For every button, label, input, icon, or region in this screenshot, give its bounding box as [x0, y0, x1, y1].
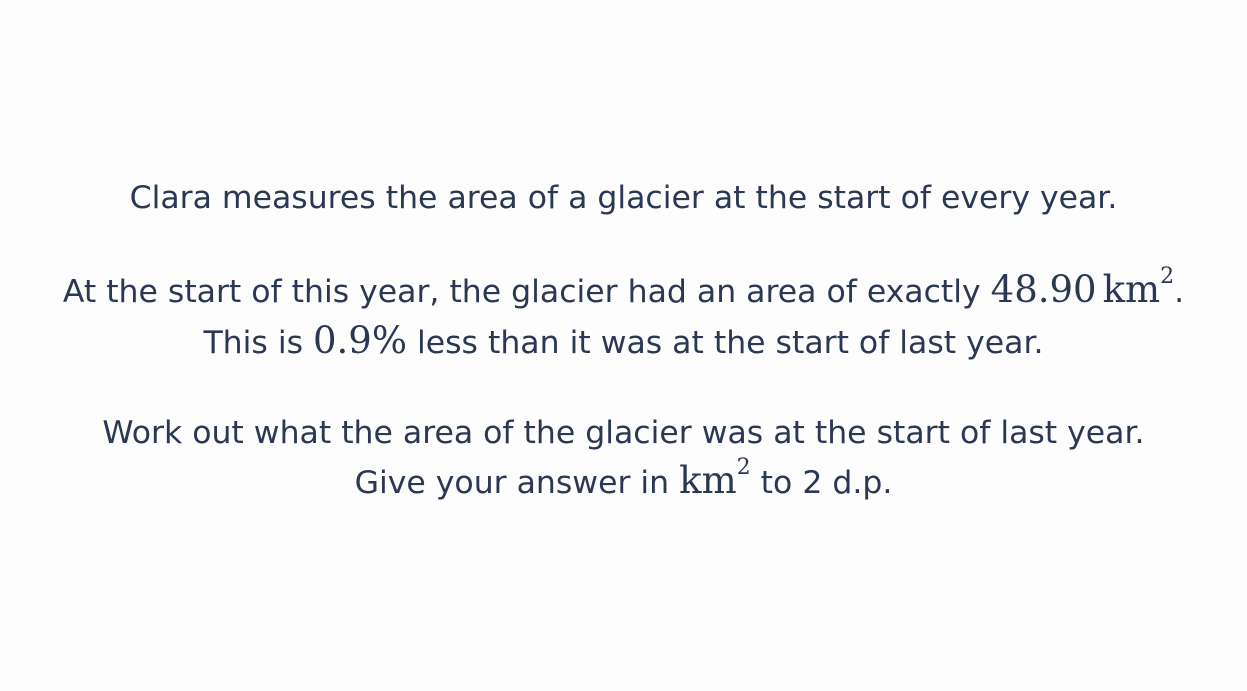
current-area-text: At the start of this year, the glacier had an area of exactly: [62, 274, 991, 310]
current-area-period: .: [1174, 274, 1185, 310]
current-area-value: [990, 263, 1175, 311]
current-area-number: 48.90: [990, 268, 1097, 311]
question-answer-format: [0, 454, 1247, 503]
question-task: [0, 413, 1247, 453]
answer-unit-exponent: 2: [736, 454, 751, 480]
intro-text: Clara measures the area of a glacier at the start of every year.: [129, 180, 1118, 216]
answer-format-before: Give your answer in: [354, 465, 680, 501]
question-percent-change: [0, 321, 1247, 363]
question-current-area: [0, 263, 1247, 312]
task-text: Work out what the area of the glacier was at the start of last year.: [102, 415, 1145, 451]
current-area-unit: km: [1102, 268, 1161, 311]
current-area-exponent: 2: [1160, 263, 1175, 289]
answer-unit: [679, 454, 751, 502]
question-intro: [0, 178, 1247, 218]
percent-text-after: less than it was at the start of last year.: [407, 325, 1044, 361]
percent-value: 0.9%: [313, 319, 407, 362]
answer-format-after: to 2 d.p.: [750, 465, 893, 501]
answer-unit-text: km: [679, 459, 737, 502]
percent-text-before: This is: [203, 325, 313, 361]
